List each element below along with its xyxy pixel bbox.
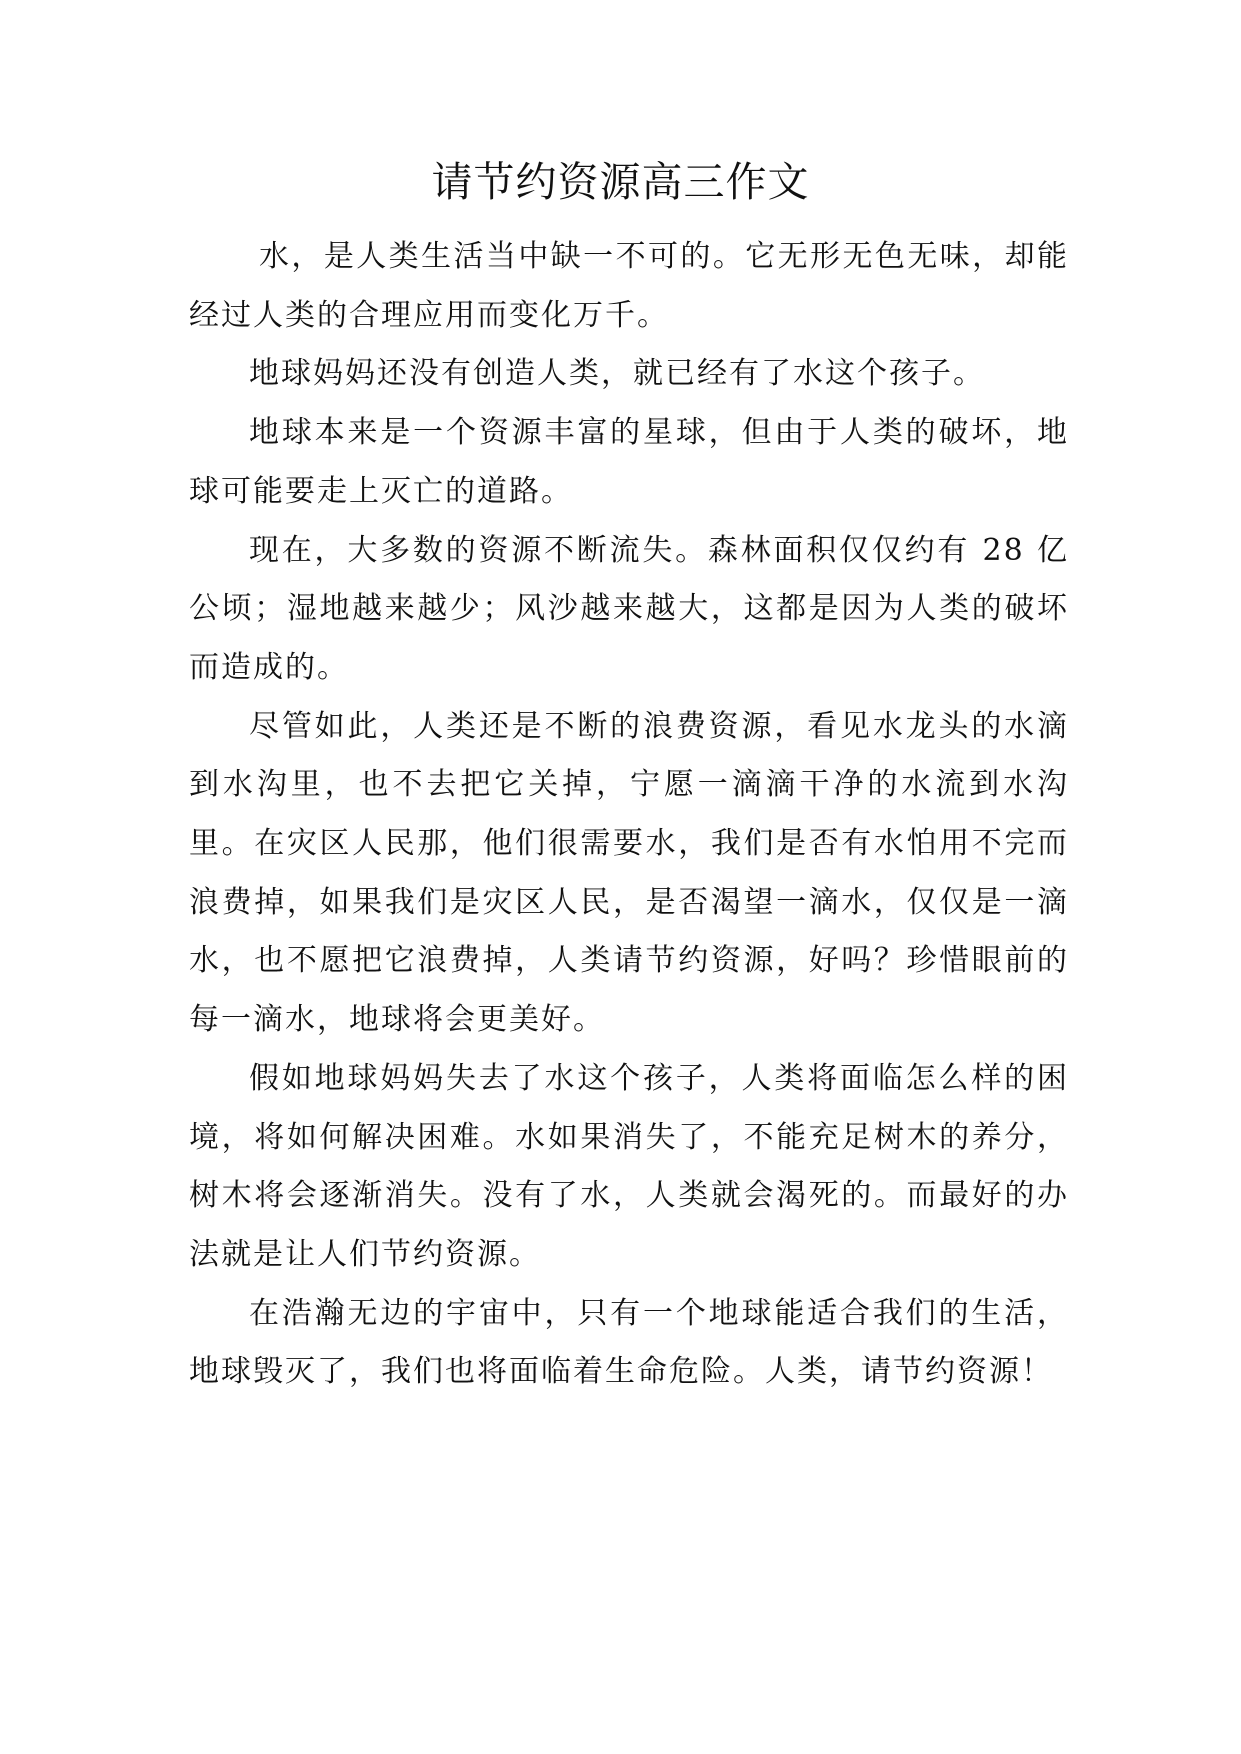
paragraph-3: 地球本来是一个资源丰富的星球，但由于人类的破坏，地球可能要走上灭亡的道路。 [189,415,1069,509]
paragraph-5: 尽管如此，人类还是不断的浪费资源，看见水龙头的水滴到水沟里，也不去把它关掉，宁愿一滴滴干净的水流到水沟里。在灾区人民那，他们很需要水，我们是否有水怕用不完而浪费掉，如果我们是灾区人民，是否渴望一滴水，仅仅是一滴水，也不愿把它浪费掉，人类请节约资源，好吗？珍惜眼前的每一滴水，地球将会更美好。 [189,708,1069,1038]
paragraph-4: 现在，大多数的资源不断流失。森林面积仅仅约有 28 亿公顷；湿地越来越少；风沙越来越大，这都是因为人类的破坏而造成的。 [189,532,1069,685]
document-title: 请节约资源高三作文 [431,158,810,206]
paragraph-6: 假如地球妈妈失去了水这个孩子，人类将面临怎么样的困境，将如何解决困难。水如果消失了，不能充足树木的养分，树木将会逐渐消失。没有了水，人类就会渴死的。而最好的办法就是让人们节约资源。 [189,1060,1069,1272]
paragraph-1: 水，是人类生活当中缺一不可的。它无形无色无味，却能经过人类的合理应用而变化万千。 [189,239,1069,333]
paragraph-2: 地球妈妈还没有创造人类，就已经有了水这个孩子。 [249,356,985,392]
document-body [189,228,1069,1402]
paragraph-7: 在浩瀚无边的宇宙中，只有一个地球能适合我们的生活，地球毁灭了，我们也将面临着生命危险。人类，请节约资源！ [189,1295,1069,1390]
